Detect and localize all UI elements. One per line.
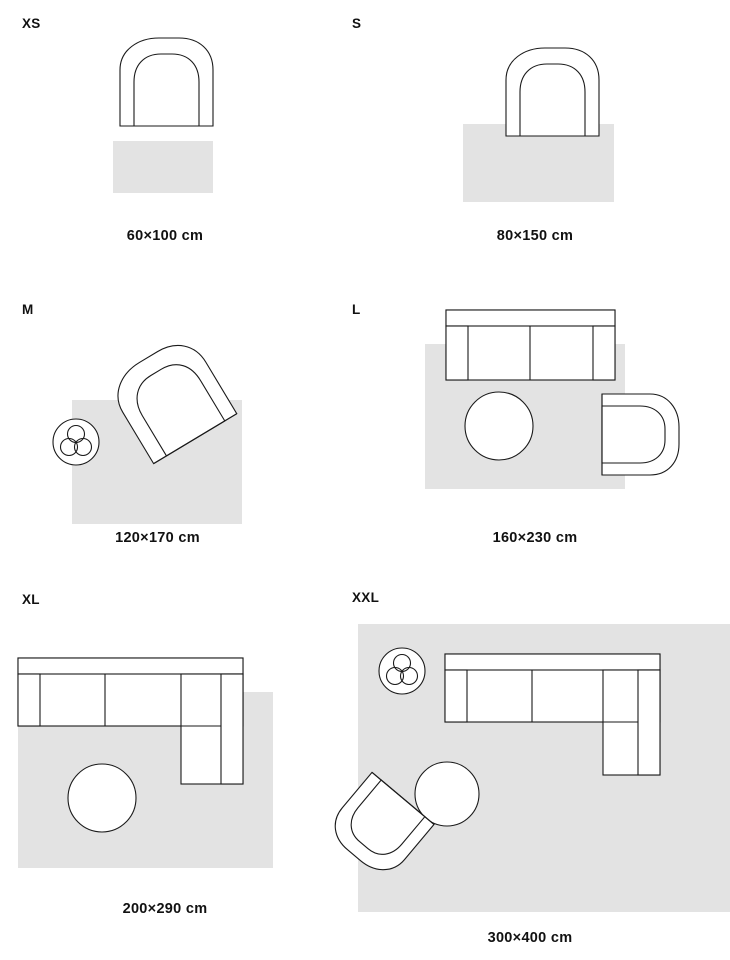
dim-label-xl: 200×290 cm: [122, 901, 208, 917]
dim-label-xs: 60×100 cm: [126, 228, 204, 244]
diagram-xs: [100, 34, 250, 204]
coffee-table-l: [465, 392, 533, 460]
coffee-table-xl: [68, 764, 136, 832]
size-cell-l: [330, 278, 730, 578]
diagram-l: [408, 308, 708, 508]
rug-shape-xs: [113, 141, 213, 193]
size-label-s: S: [352, 16, 362, 31]
size-cell-xxl: [310, 578, 730, 960]
size-label-xl: XL: [22, 592, 40, 607]
dim-label-s: 80×150 cm: [496, 228, 574, 244]
plant-icon-m: [53, 419, 99, 465]
size-label-xs: XS: [22, 16, 41, 31]
size-label-xxl: XXL: [352, 590, 380, 605]
size-cell-xs: [0, 0, 365, 270]
size-cell-m: [0, 278, 365, 578]
size-label-m: M: [22, 302, 34, 317]
diagram-m: [48, 336, 268, 526]
diagram-s: [445, 34, 625, 214]
armchair-l: [602, 394, 679, 475]
size-label-l: L: [352, 302, 361, 317]
diagram-xxl: [320, 616, 730, 916]
size-cell-xl: [0, 578, 330, 960]
plant-icon-xxl: [379, 648, 425, 694]
dim-label-m: 120×170 cm: [115, 530, 200, 546]
dim-label-l: 160×230 cm: [492, 530, 578, 546]
sofa-l: [446, 310, 615, 380]
dim-label-xxl: 300×400 cm: [487, 930, 573, 946]
size-cell-s: [330, 0, 730, 270]
diagram-xl: [0, 648, 292, 898]
